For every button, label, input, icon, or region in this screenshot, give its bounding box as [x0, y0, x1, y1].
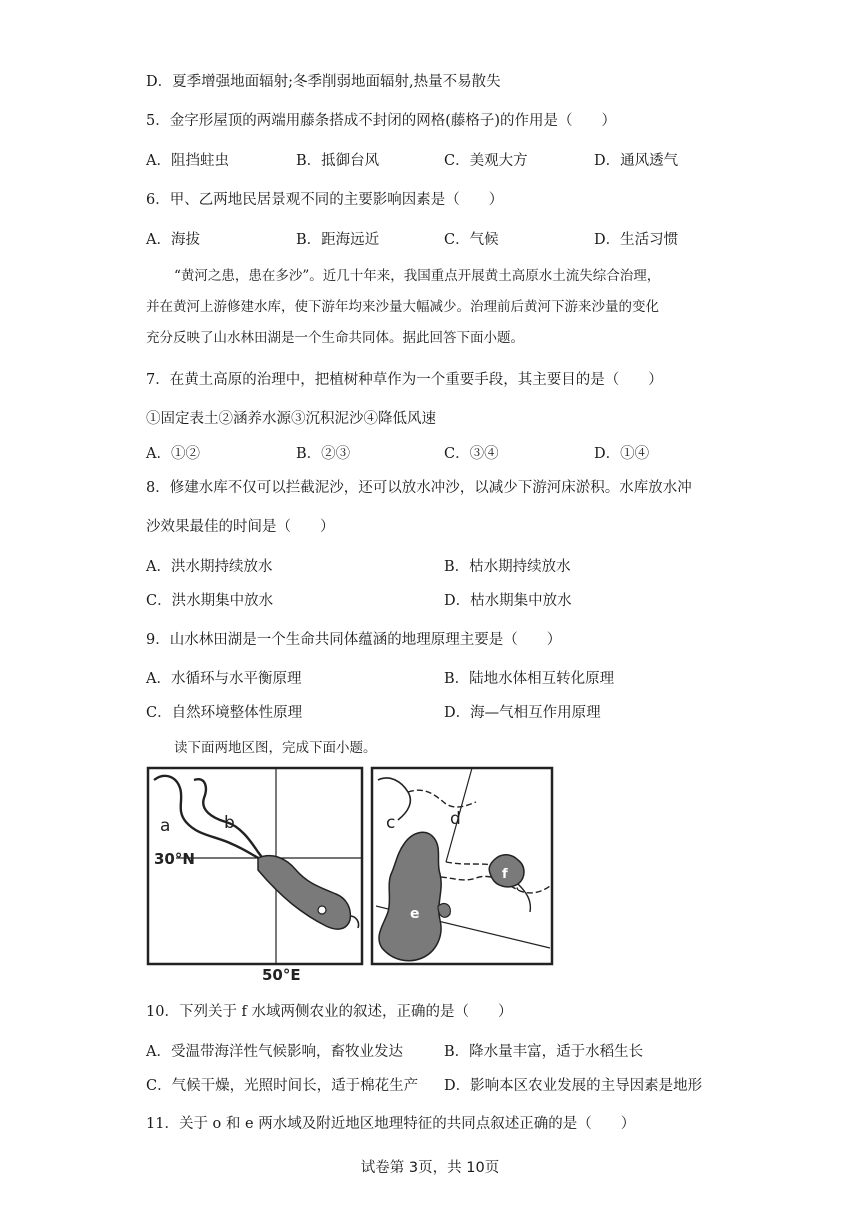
q5-option-b: B．抵御台风: [296, 153, 380, 169]
q9-option-a: A．水循环与水平衡原理: [146, 671, 302, 687]
maps-figure: [146, 766, 556, 982]
q11-stem: 11．关于 o 和 e 两水域及附近地区地理特征的共同点叙述正确的是（ ）: [146, 1116, 636, 1132]
q10-option-d: D．影响本区农业发展的主导因素是地形: [444, 1078, 703, 1094]
q7-choices: ①固定表土②涵养水源③沉积泥沙④降低风速: [146, 411, 436, 427]
q9-option-d: D．海—气相互作用原理: [444, 705, 601, 721]
q6-option-a: A．海拔: [146, 232, 200, 248]
lon-label: 50°E: [262, 966, 301, 982]
q5-stem: 5．金字形屋顶的两端用藤条搭成不封闭的网格(藤格子)的作用是（ ）: [146, 113, 617, 129]
q10-option-a: A．受温带海洋性气候影响，畜牧业发达: [146, 1044, 403, 1060]
point-o: [318, 906, 326, 914]
q8-option-d: D．枯水期集中放水: [444, 593, 572, 609]
q8-stem-line2: 沙效果最佳的时间是（ ）: [146, 519, 335, 535]
q8-stem-line1: 8．修建水库不仅可以拦截泥沙，还可以放水冲沙，以减少下游河床淤积。水库放水冲: [146, 480, 692, 496]
q5-option-c: C．美观大方: [444, 153, 528, 169]
passage1-line3: 充分反映了山水林田湖是一个生命共同体。据此回答下面小题。: [146, 330, 524, 346]
q6-option-b: B．距海远近: [296, 232, 380, 248]
passage1-line2: 并在黄河上游修建水库，使下游年均来沙量大幅减少。治理前后黄河下游来沙量的变化: [146, 299, 659, 315]
label-c: c: [386, 813, 396, 833]
label-e: e: [410, 906, 420, 922]
q6-option-c: C．气候: [444, 232, 499, 248]
q6-option-d: D．生活习惯: [594, 232, 679, 248]
map-right: [372, 768, 552, 964]
q7-option-a: A．①②: [146, 446, 200, 462]
page-footer: 试卷第 3页，共 10页: [360, 1160, 500, 1176]
q7-stem: 7．在黄土高原的治理中，把植树种草作为一个重要手段，其主要目的是（ ）: [146, 372, 663, 388]
q6-stem: 6．甲、乙两地民居景观不同的主要影响因素是（ ）: [146, 192, 504, 208]
q10-stem: 10．下列关于 f 水域两侧农业的叙述，正确的是（ ）: [146, 1004, 513, 1020]
passage2: 读下面两地区图，完成下面小题。: [174, 740, 377, 756]
q7-option-c: C．③④: [444, 446, 499, 462]
q5-option-d: D．通风透气: [594, 153, 679, 169]
label-f: f: [502, 867, 508, 882]
q9-option-b: B．陆地水体相互转化原理: [444, 671, 615, 687]
q8-option-c: C．洪水期集中放水: [146, 593, 274, 609]
small-lake: [438, 904, 450, 918]
q5-option-a: A．阻挡蛀虫: [146, 153, 229, 169]
label-a: a: [160, 816, 171, 836]
label-b: b: [224, 813, 235, 833]
q10-option-c: C．气候干燥，光照时间长，适于棉花生产: [146, 1078, 419, 1094]
label-d: d: [450, 809, 461, 829]
q7-option-b: B．②③: [296, 446, 351, 462]
q8-option-b: B．枯水期持续放水: [444, 559, 571, 575]
map-left: [148, 768, 362, 982]
q8-option-a: A．洪水期持续放水: [146, 559, 273, 575]
q4-option-d: D．夏季增强地面辐射;冬季削弱地面辐射,热量不易散失: [146, 74, 501, 90]
q9-option-c: C．自然环境整体性原理: [146, 705, 303, 721]
q10-option-b: B．降水量丰富，适于水稻生长: [444, 1044, 644, 1060]
q7-option-d: D．①④: [594, 446, 650, 462]
lat-label: 30°N: [154, 850, 195, 868]
passage1-line1: “黄河之患，患在多沙”。近几十年来，我国重点开展黄土高原水土流失综合治理，: [174, 268, 661, 284]
q9-stem: 9．山水林田湖是一个生命共同体蕴涵的地理原理主要是（ ）: [146, 632, 562, 648]
